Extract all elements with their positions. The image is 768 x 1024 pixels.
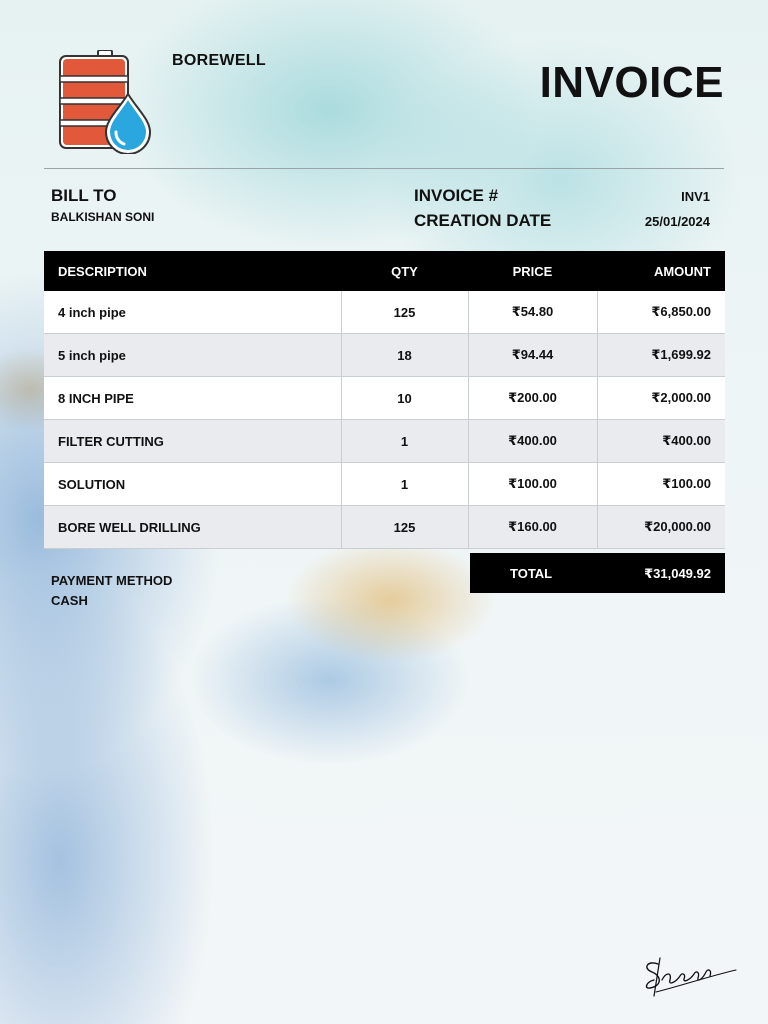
cell-description: FILTER CUTTING [44, 420, 341, 463]
column-header-price: PRICE [468, 251, 597, 291]
page-title: INVOICE [539, 58, 724, 107]
cell-description: 8 INCH PIPE [44, 377, 341, 420]
total-value: ₹31,049.92 [644, 566, 711, 581]
cell-amount: ₹400.00 [597, 420, 725, 463]
column-header-description: DESCRIPTION [44, 251, 341, 291]
table-row [44, 291, 725, 334]
cell-price: ₹54.80 [468, 291, 597, 334]
cell-price: ₹94.44 [468, 334, 597, 377]
column-header-qty: QTY [341, 251, 468, 291]
cell-amount: ₹2,000.00 [597, 377, 725, 420]
oil-barrel-water-drop-icon [58, 50, 154, 154]
total-label: TOTAL [510, 566, 553, 581]
table-row [44, 334, 725, 377]
cell-qty: 125 [341, 506, 468, 549]
cell-price: ₹100.00 [468, 463, 597, 506]
creation-date-value: 25/01/2024 [644, 214, 710, 229]
bill-to-name: BALKISHAN SONI [51, 210, 155, 224]
invoice-number-value: INV1 [681, 189, 710, 204]
payment-method-value: CASH [51, 593, 88, 608]
table-row [44, 377, 725, 420]
column-header-amount: AMOUNT [597, 251, 725, 291]
invoice-number-label: INVOICE # [414, 186, 499, 205]
table-row [44, 420, 725, 463]
company-name: BOREWELL [172, 52, 266, 69]
cell-price: ₹200.00 [468, 377, 597, 420]
creation-date-label: CREATION DATE [414, 211, 552, 230]
cell-amount: ₹100.00 [597, 463, 725, 506]
cell-description: 4 inch pipe [44, 291, 341, 334]
cell-amount: ₹1,699.92 [597, 334, 725, 377]
cell-description: SOLUTION [44, 463, 341, 506]
cell-qty: 125 [341, 291, 468, 334]
table-row [44, 506, 725, 549]
cell-description: 5 inch pipe [44, 334, 341, 377]
handwritten-signature-icon [640, 952, 740, 1000]
cell-price: ₹400.00 [468, 420, 597, 463]
line-items-table [44, 251, 725, 549]
table-row [44, 463, 725, 506]
cell-description: BORE WELL DRILLING [44, 506, 341, 549]
table-header-row [44, 251, 725, 291]
cell-amount: ₹20,000.00 [597, 506, 725, 549]
total-box [470, 553, 725, 593]
cell-amount: ₹6,850.00 [597, 291, 725, 334]
cell-qty: 1 [341, 420, 468, 463]
header-divider [44, 168, 724, 169]
cell-price: ₹160.00 [468, 506, 597, 549]
payment-method-label: PAYMENT METHOD [51, 573, 173, 588]
cell-qty: 1 [341, 463, 468, 506]
cell-qty: 10 [341, 377, 468, 420]
cell-qty: 18 [341, 334, 468, 377]
bill-to-label: BILL TO [51, 186, 117, 205]
